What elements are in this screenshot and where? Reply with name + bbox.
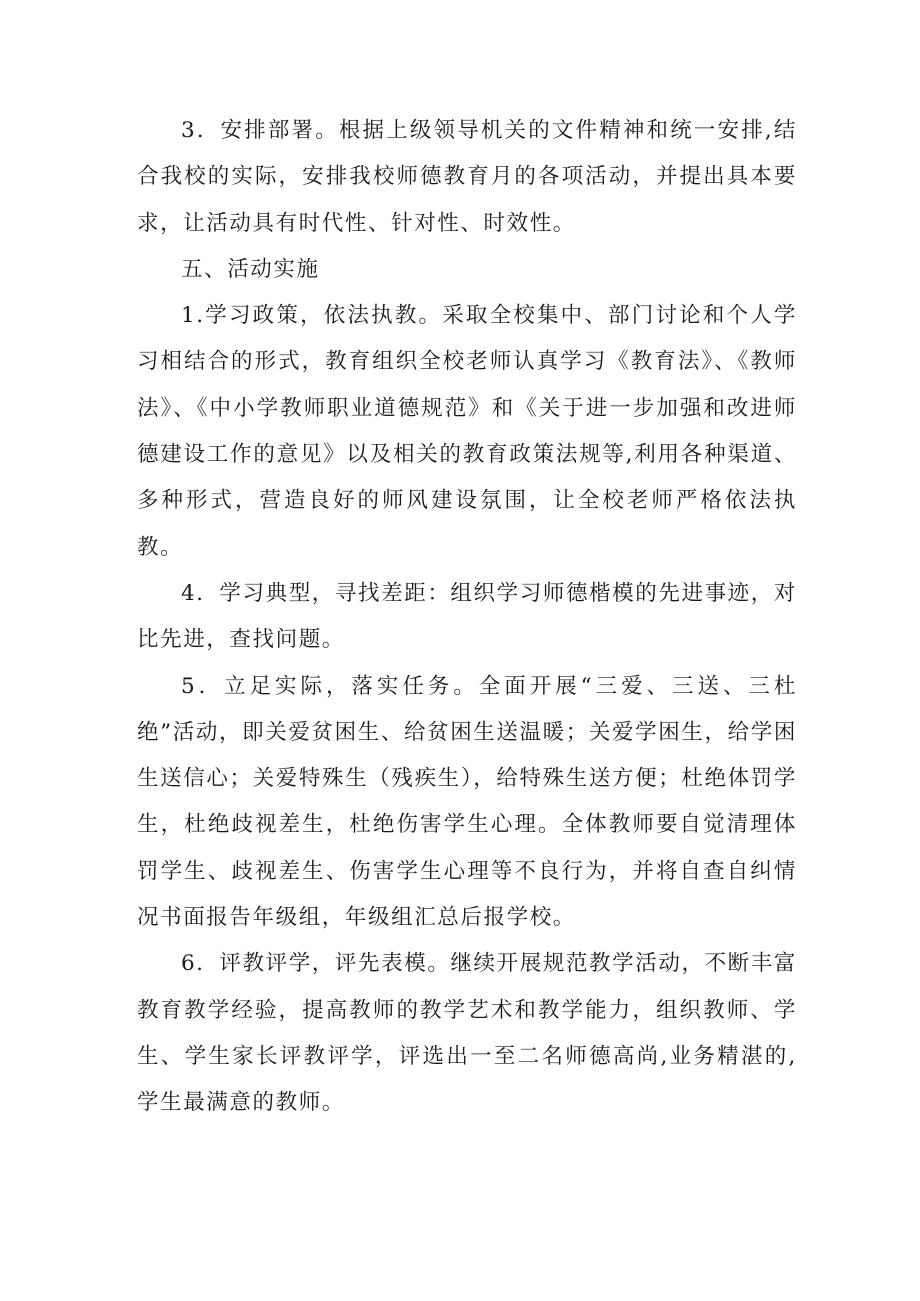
section-heading-implementation: 五、活动实施 [181,256,320,282]
paragraph-study-policy: 1.学习政策，依法执教。采取全校集中、部门讨论和个人学习相结合的形式，教育组织全校老师认真学习《教育法》、《教师法》、《中小学教师职业道德规范》和《关于进一步加强和改进师德建设工作的意见》以及相关的教育政策法规等,利用各种渠道、多种形式，营造良好的师风建设氛围，让全校老师严格依法执教。 [137,303,797,560]
paragraph-study-models: 4．学习典型，寻找差距：组织学习师德楷模的先进事迹，对比先进，查找问题。 [137,580,797,653]
paragraph-arrangement: 3．安排部署。根据上级领导机关的文件精神和统一安排,结合我校的实际，安排我校师德教育月的各项活动，并提出具本要求，让活动具有时代性、针对性、时效性。 [137,118,797,236]
paragraph-implement-tasks: 5．立足实际，落实任务。全面开展“三爱、三送、三杜绝”活动，即关爱贫困生、给贫困生送温暖；关爱学困生，给学困生送信心；关爱特殊生（残疾生），给特殊生送方便；杜绝体罚学生，杜绝歧视差生，杜绝伤害学生心理。全体教师要自觉清理体罚学生、歧视差生、伤害学生心理等不良行为，并将自查自纠情况书面报告年级组，年级组汇总后报学校。 [137,673,797,931]
document-body [137,108,797,1127]
paragraph-evaluation: 6．评教评学，评先表模。继续开展规范教学活动，不断丰富教育教学经验，提高教师的教学艺术和教学能力，组织教师、学生、学生家长评教评学，评选出一至二名师德高尚,业务精湛的,学生最满意的教师。 [137,951,797,1116]
